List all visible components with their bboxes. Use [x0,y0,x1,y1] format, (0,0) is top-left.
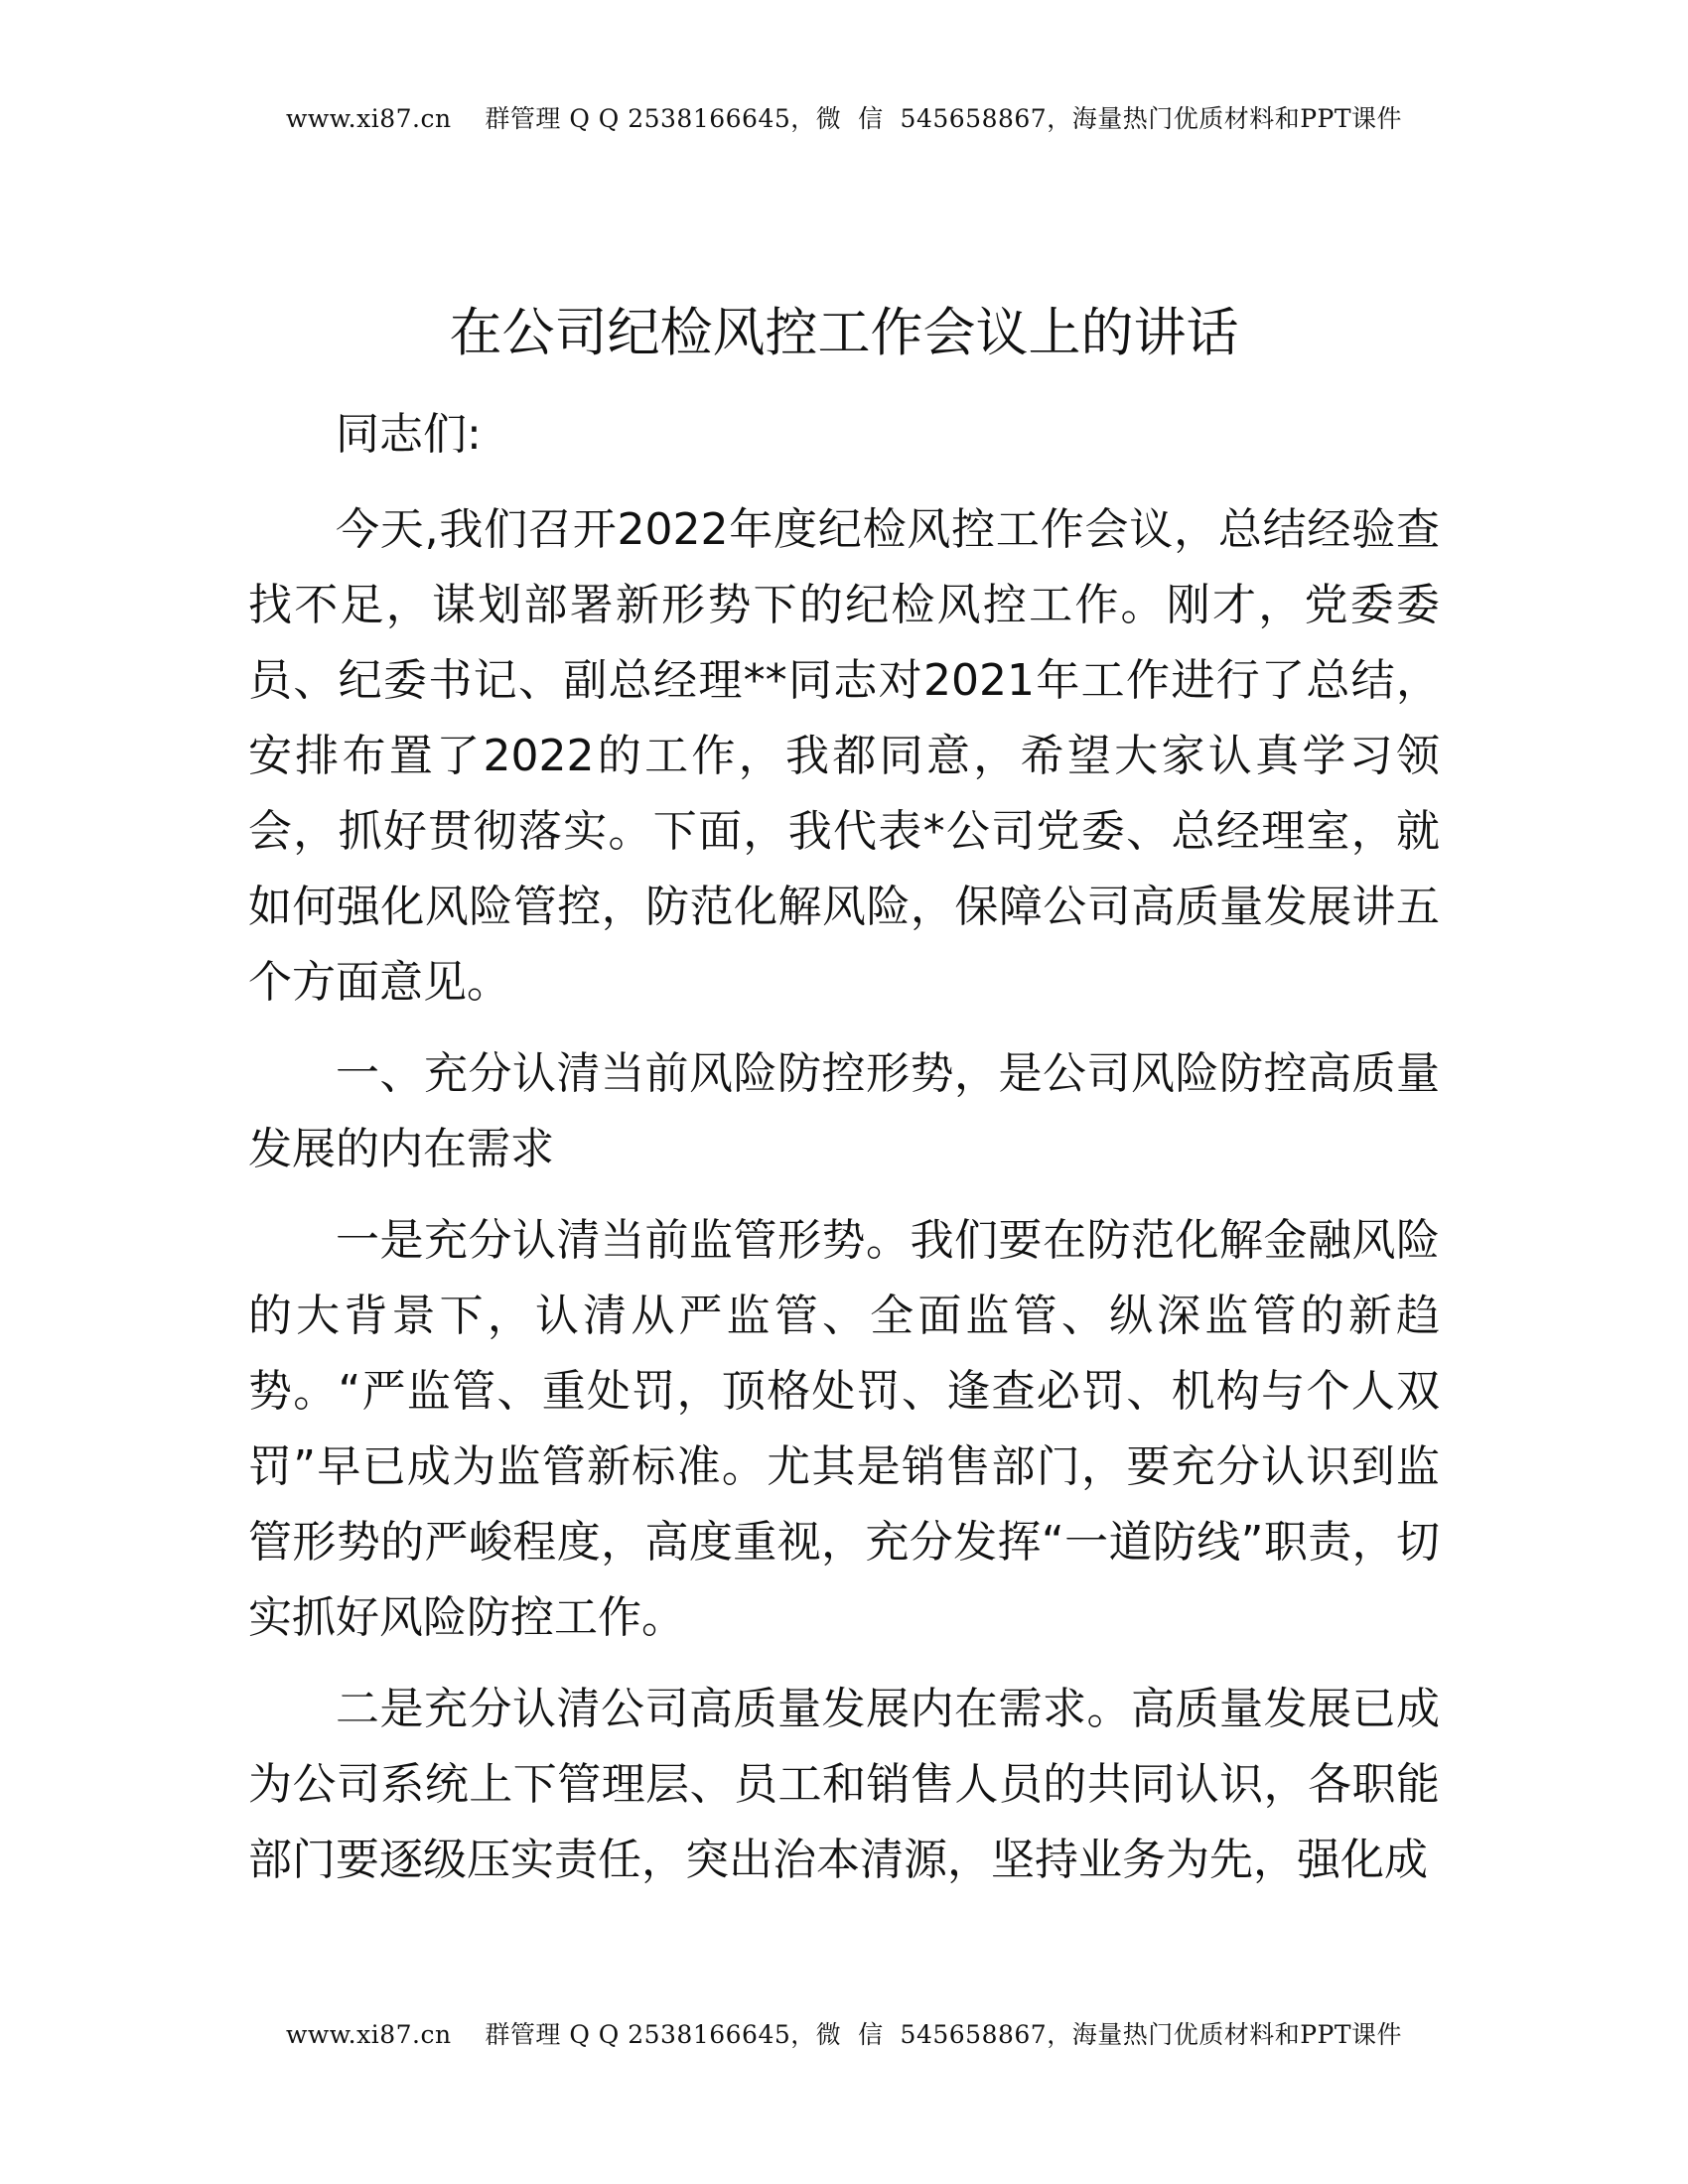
document-title: 在公司纪检风控工作会议上的讲话 [449,303,1239,363]
salutation: 同志们: [336,409,482,460]
paragraph-point-1: 一是充分认清当前监管形势。我们要在防范化解金融风险的大背景下，认清从严监管、全面监管、纵深监管的新趋势。“严监管、重处罚，顶格处罚、逢查必罚、机构与个人双罚”早已成为监管新标准。尤其是销售部门，要充分认识到监管形势的严峻程度，高度重视，充分发挥“一道防线”职责，切实抓好风险防控工作。 [248,1215,1440,1643]
paragraph-point-2: 二是充分认清公司高质量发展内在需求。高质量发展已成为公司系统上下管理层、员工和销售人员的共同认识，各职能部门要逐级压实责任，突出治本清源，坚持业务为先，强化成 [248,1684,1440,1885]
page-header-watermark: www.xi87.cn 群管理 Q Q 2538166645，微 信 545658867，海量热门优质材料和PPT课件 [285,104,1403,133]
section-heading-1: 一、充分认清当前风险防控形势，是公司风险防控高质量发展的内在需求 [248,1048,1440,1174]
page-footer-watermark: www.xi87.cn 群管理 Q Q 2538166645，微 信 545658867，海量热门优质材料和PPT课件 [285,2020,1403,2049]
document-body [248,397,1440,1914]
paragraph-intro: 今天,我们召开2022年度纪检风控工作会议，总结经验查找不足，谋划部署新形势下的纪检风控工作。刚才，党委委员、纪委书记、副总经理**同志对2021年工作进行了总结，安排布置了2022的工作，我都同意，希望大家认真学习领会，抓好贯彻落实。下面，我代表*公司党委、总经理室，就如何强化风险管控，防范化解风险，保障公司高质量发展讲五个方面意见。 [248,504,1440,1008]
